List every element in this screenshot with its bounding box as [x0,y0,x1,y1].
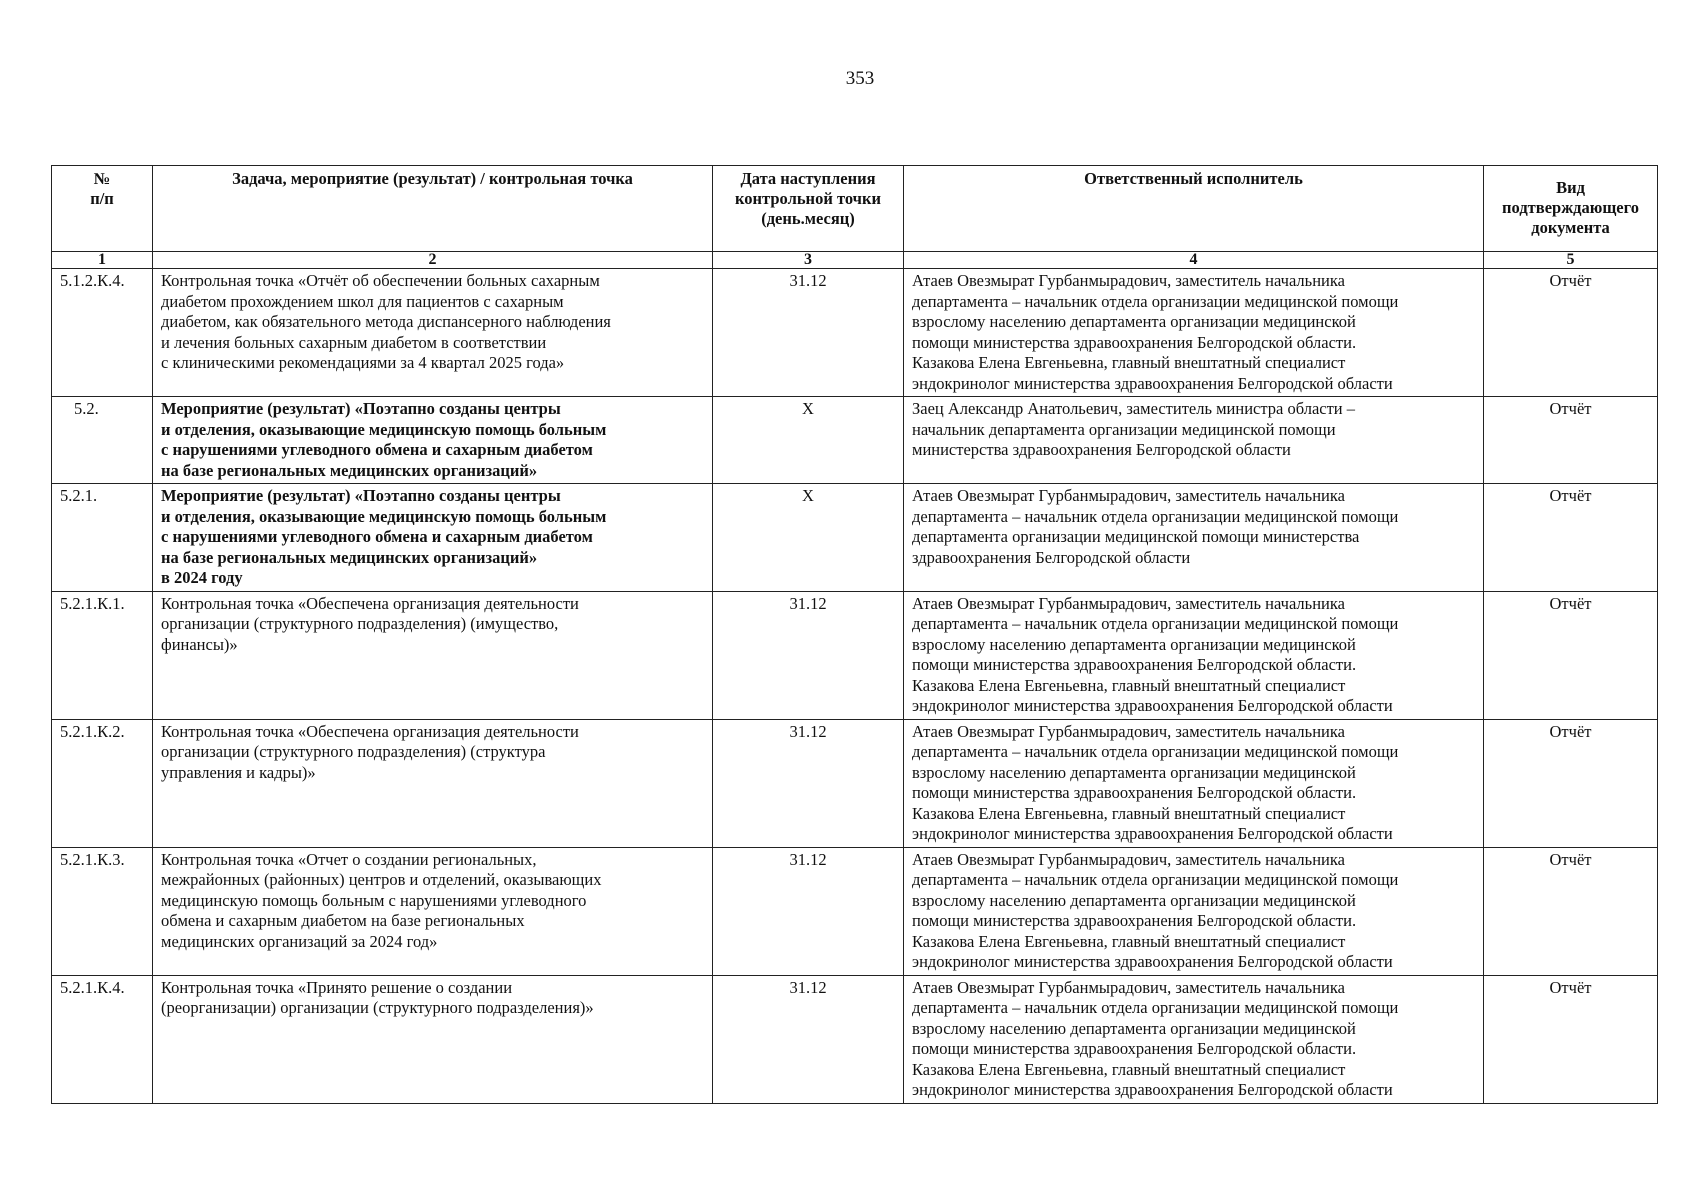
task-line: медицинскую помощь больным с нарушениями углеводного [161,890,587,910]
executor-line: помощи министерства здравоохранения Белгородской области. [912,332,1357,352]
task-line: Мероприятие (результат) «Поэтапно созданы центры [161,486,561,505]
document-type-cell: Отчёт [1484,269,1658,397]
executor-line: департамента – начальник отдела организации медицинской помощи [912,870,1399,889]
column-number: 5 [1484,252,1658,269]
row-number: 5.2.1.К.1. [52,591,153,719]
date-cell: 31.12 [713,847,904,975]
task-line: управления и кадры)» [161,762,316,782]
executor-line: эндокринолог министерства здравоохранения Белгородской области [912,696,1393,715]
task-line: Контрольная точка «Отчет о создании региональных, [161,849,537,869]
table-row [52,847,1658,975]
control-points-table [51,165,1658,1104]
column-numbers-row [52,252,1658,269]
executor-line: взрослому населению департамента организации медицинской [912,890,1356,910]
task-cell [153,719,713,847]
table-row [52,397,1658,484]
row-number: 5.2.1. [52,484,153,592]
task-line: организации (структурного подразделения) (структура [161,742,546,761]
date-cell: 31.12 [713,269,904,397]
table-row [52,484,1658,592]
task-line: финансы)» [161,634,238,654]
task-line: и отделения, оказывающие медицинскую помощь больным [161,419,607,439]
task-line: и лечения больных сахарным диабетом в соответствии [161,332,547,352]
executor-cell [904,484,1484,592]
executor-line: департамента – начальник отдела организации медицинской помощи [912,291,1399,311]
header-executor: Ответственный исполнитель [904,166,1484,252]
task-line: межрайонных (районных) центров и отделений, оказывающих [161,870,602,889]
date-cell: 31.12 [713,975,904,1103]
task-line: Контрольная точка «Обеспечена организация деятельности [161,721,579,741]
table-row [52,975,1658,1103]
task-cell [153,484,713,592]
executor-line: Атаев Овезмырат Гурбанмырадович, заместитель начальника [912,271,1345,290]
date-cell: 31.12 [713,591,904,719]
executor-line: Атаев Овезмырат Гурбанмырадович, заместитель начальника [912,977,1345,997]
table-row [52,719,1658,847]
executor-line: Атаев Овезмырат Гурбанмырадович, заместитель начальника [912,849,1345,869]
executor-cell [904,591,1484,719]
executor-line: министерства здравоохранения Белгородской области [912,440,1291,459]
table-header-row [52,166,1658,252]
task-cell [153,847,713,975]
task-line: и отделения, оказывающие медицинскую помощь больным [161,506,607,526]
executor-line: Заец Александр Анатольевич, заместитель министра области – [912,399,1356,418]
executor-line: эндокринолог министерства здравоохранения Белгородской области [912,1080,1393,1099]
row-number: 5.2.1.К.4. [52,975,153,1103]
executor-line: эндокринолог министерства здравоохранения Белгородской области [912,952,1393,971]
header-document: Вид подтверждающего документа [1484,166,1658,252]
executor-line: департамента – начальник отдела организации медицинской помощи [912,998,1399,1017]
executor-line: эндокринолог министерства здравоохранения Белгородской области [912,824,1393,843]
table-row [52,269,1658,397]
task-line: Контрольная точка «Принято решение о создании [161,977,513,997]
executor-line: Казакова Елена Евгеньевна, главный внештатный специалист [912,353,1346,372]
executor-line: Казакова Елена Евгеньевна, главный внештатный специалист [912,803,1346,823]
column-number: 4 [904,252,1484,269]
executor-line: начальник департамента организации медицинской помощи [912,419,1336,439]
task-line: на базе региональных медицинских организаций» [161,547,538,567]
date-cell: 31.12 [713,719,904,847]
task-cell [153,975,713,1103]
executor-line: взрослому населению департамента организации медицинской [912,1018,1356,1038]
executor-line: взрослому населению департамента организации медицинской [912,634,1356,654]
document-type-cell: Отчёт [1484,591,1658,719]
executor-line: Атаев Овезмырат Гурбанмырадович, заместитель начальника [912,721,1345,741]
task-line: медицинских организаций за 2024 год» [161,931,438,951]
column-number: 1 [52,252,153,269]
executor-line: Атаев Овезмырат Гурбанмырадович, заместитель начальника [912,486,1345,505]
task-line: в 2024 году [161,568,243,587]
row-number: 5.2.1.К.2. [52,719,153,847]
executor-line: помощи министерства здравоохранения Белгородской области. [912,655,1357,674]
document-type-cell: Отчёт [1484,975,1658,1103]
executor-line: помощи министерства здравоохранения Белгородской области. [912,783,1357,802]
document-type-cell: Отчёт [1484,484,1658,592]
task-line: организации (структурного подразделения) (имущество, [161,614,559,633]
document-type-cell: Отчёт [1484,847,1658,975]
date-cell: Х [713,484,904,592]
task-line: с нарушениями углеводного обмена и сахарным диабетом [161,440,593,459]
executor-cell [904,719,1484,847]
task-line: Мероприятие (результат) «Поэтапно созданы центры [161,399,561,418]
row-number: 5.2. [52,397,153,484]
task-cell [153,591,713,719]
document-type-cell: Отчёт [1484,719,1658,847]
executor-line: департамента организации медицинской помощи министерства [912,527,1360,546]
row-number: 5.1.2.К.4. [52,269,153,397]
executor-line: департамента – начальник отдела организации медицинской помощи [912,506,1399,526]
column-number: 3 [713,252,904,269]
executor-line: взрослому населению департамента организации медицинской [912,762,1356,782]
task-line: на базе региональных медицинских организаций» [161,460,538,480]
executor-cell [904,847,1484,975]
executor-line: эндокринолог министерства здравоохранения Белгородской области [912,373,1393,393]
executor-line: помощи министерства здравоохранения Белгородской области. [912,1039,1357,1058]
task-line: (реорганизации) организации (структурного подразделения)» [161,998,594,1017]
executor-line: помощи министерства здравоохранения Белгородской области. [912,911,1357,930]
executor-cell [904,269,1484,397]
executor-line: Атаев Овезмырат Гурбанмырадович, заместитель начальника [912,593,1345,613]
task-line: Контрольная точка «Отчёт об обеспечении больных сахарным [161,271,600,290]
executor-line: здравоохранения Белгородской области [912,547,1191,567]
executor-line: взрослому населению департамента организации медицинской [912,312,1356,331]
page-number: 353 [845,68,875,89]
executor-line: Казакова Елена Евгеньевна, главный внештатный специалист [912,1059,1346,1079]
task-line: диабетом прохождением школ для пациентов с сахарным [161,291,564,311]
header-number: № п/п [52,166,153,252]
executor-line: департамента – начальник отдела организации медицинской помощи [912,614,1399,633]
row-number: 5.2.1.К.3. [52,847,153,975]
executor-line: Казакова Елена Евгеньевна, главный внештатный специалист [912,675,1346,695]
executor-cell [904,975,1484,1103]
task-line: с нарушениями углеводного обмена и сахарным диабетом [161,527,593,546]
task-cell [153,397,713,484]
executor-cell [904,397,1484,484]
column-number: 2 [153,252,713,269]
task-cell [153,269,713,397]
header-task: Задача, мероприятие (результат) / контрольная точка [153,166,713,252]
executor-line: Казакова Елена Евгеньевна, главный внештатный специалист [912,931,1346,951]
document-type-cell: Отчёт [1484,397,1658,484]
executor-line: департамента – начальник отдела организации медицинской помощи [912,742,1399,761]
task-line: Контрольная точка «Обеспечена организация деятельности [161,593,579,613]
task-line: с клиническими рекомендациями за 4 квартал 2025 года» [161,353,565,372]
table-body [52,269,1658,1104]
header-date: Дата наступления контрольной точки (день.месяц) [713,166,904,252]
table-row [52,591,1658,719]
date-cell: Х [713,397,904,484]
task-line: обмена и сахарным диабетом на базе региональных [161,911,525,930]
task-line: диабетом, как обязательного метода диспансерного наблюдения [161,312,611,331]
